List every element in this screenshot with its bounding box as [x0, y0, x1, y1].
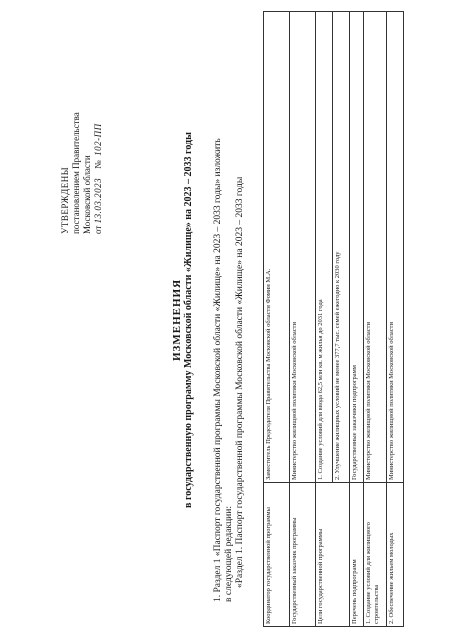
row-value: Министерство жилищной политики Московской области	[290, 12, 316, 483]
table-row	[364, 12, 387, 627]
row-value: Заместитель Председателя Правительства Московской области Фомин М.А.	[264, 12, 290, 483]
row-value: Министерство жилищной политики Московской области	[387, 12, 404, 483]
approval-date: 13.03.2023	[93, 177, 103, 224]
document-title	[171, 0, 195, 640]
table-row	[290, 12, 316, 627]
title-line-2: в государственную программу Московской области «Жилище» на 2023 – 2033 годы	[183, 132, 194, 508]
row-label: Координатор государственной программы	[264, 483, 290, 627]
row-value: 1. Создание условий для ввода 62,5 млн кв. м жилья до 2031 года	[316, 12, 333, 483]
paragraph-3: «Раздел 1. Паспорт государственной программы Московской области «Жилище» на 2023 – 2033 годы	[235, 176, 245, 588]
approval-date-prefix: от	[93, 225, 103, 234]
paragraph-1: 1. Раздел 1 «Паспорт государственной программы Московской области «Жилище» на 2023 – 2033 годы» изложить	[213, 138, 223, 602]
passport-table	[263, 11, 404, 627]
paragraph-2: в следующей редакции:	[224, 506, 234, 602]
row-label: Перечень подпрограмм	[350, 483, 364, 627]
row-label: 1. Создание условий для жилищного строительства	[364, 483, 387, 627]
approval-line-1: постановлением Правительства	[71, 112, 81, 234]
table-row	[316, 12, 333, 627]
approval-date-line	[93, 34, 104, 234]
approval-heading: УТВЕРЖДЕНЫ	[60, 166, 70, 234]
row-label: Государственный заказчик программы	[290, 483, 316, 627]
approval-line-2: Московской области	[82, 155, 92, 234]
row-value: Государственные заказчики подпрограмм	[350, 12, 364, 483]
title-line-1: ИЗМЕНЕНИЯ	[171, 278, 183, 362]
row-value: 2. Улучшение жилищных условий не менее 377,7 тыс. семей ежегодно к 2030 году	[333, 12, 350, 483]
approval-number: 102-ПП	[93, 123, 103, 156]
table-row	[387, 12, 404, 627]
approval-number-prefix: №	[93, 160, 103, 169]
approval-stamp	[60, 34, 104, 234]
table-row	[350, 12, 364, 627]
table-row	[264, 12, 290, 627]
row-label: 2. Обеспечение жильем молодых	[387, 483, 404, 627]
row-label: Цели государственной программы	[316, 483, 350, 627]
row-value: Министерство жилищной политики Московской области	[364, 12, 387, 483]
